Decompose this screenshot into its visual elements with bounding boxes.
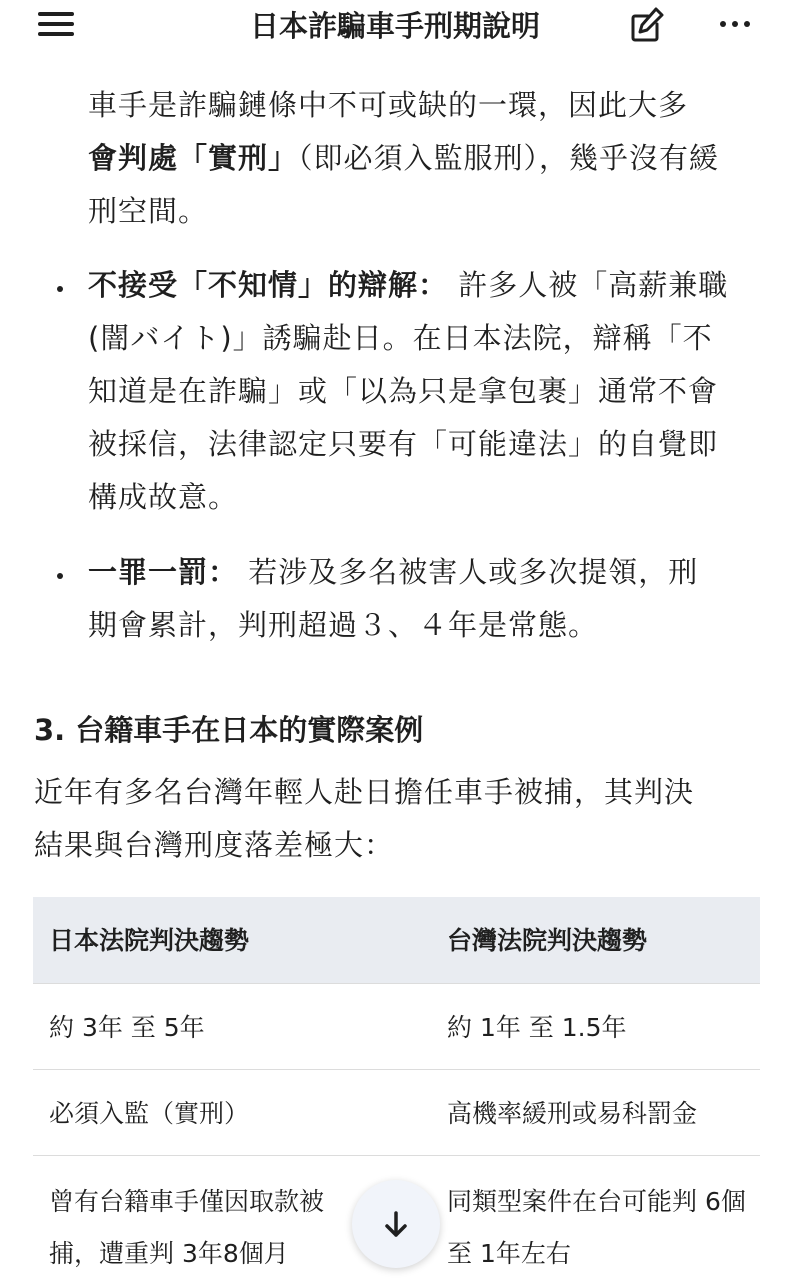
table-cell-taiwan-line-1: 同類型案件在台可能判 6個 [447, 1187, 746, 1216]
bullet-dot [57, 573, 63, 579]
bullet-1-heading: 不接受「不知情」的辯解： [88, 268, 449, 302]
section-3-heading: 3. 台籍車手在日本的實際案例 [34, 713, 424, 747]
table-cell-japan-line-2: 捕，遭重判 3年8個月 [49, 1239, 289, 1268]
table-cell-japan: 必須入監（實刑） [49, 1099, 250, 1128]
bullet-2-line-1 [88, 546, 698, 599]
bullet-2-line-2: 期會累計，判刑超過３、４年是常態。 [88, 608, 599, 642]
table-cell-taiwan: 約 1年 至 1.5年 [447, 1013, 627, 1042]
table-header-taiwan: 台灣法院判決趨勢 [447, 926, 648, 955]
table-cell-taiwan: 高機率緩刑或易科罰金 [447, 1099, 698, 1128]
bullet-1-line-2: (闇バイト)」誘騙赴日。在日本法院，辯稱「不 [88, 321, 713, 355]
page-title: 日本詐騙車手刑期說明 [249, 9, 540, 43]
bullet-dot [57, 286, 63, 292]
edit-icon[interactable] [627, 5, 667, 45]
intro-line-1: 車手是詐騙鏈條中不可或缺的一環，因此大多 [88, 88, 689, 122]
top-bar [0, 0, 792, 52]
table-cell-japan: 約 3年 至 5年 [49, 1013, 205, 1042]
scroll-down-button[interactable] [352, 1180, 440, 1268]
table-header-row [33, 897, 760, 983]
section-3-para-line-1: 近年有多名台灣年輕人赴日擔任車手被捕，其判決 [34, 775, 695, 809]
more-options-icon[interactable] [715, 12, 755, 36]
bullet-1-line-1 [88, 259, 728, 312]
bullet-2-line-1-rest: 若涉及多名被害人或多次提領，刑 [238, 555, 699, 589]
hamburger-menu-icon[interactable] [36, 10, 76, 38]
bullet-1-line-4: 被採信，法律認定只要有「可能違法」的自覺即 [88, 427, 719, 461]
intro-bold-text: 會判處「實刑」 [88, 141, 299, 175]
section-3-para-line-2: 結果與台灣刑度落差極大： [34, 828, 395, 862]
table-row [33, 1069, 760, 1155]
bullet-1-line-1-rest: 許多人被「高薪兼職 [448, 268, 729, 302]
table-cell-japan-line-1: 曾有台籍車手僅因取款被 [49, 1187, 325, 1216]
table-row [33, 983, 760, 1069]
table-header-japan: 日本法院判決趨勢 [49, 926, 250, 955]
bullet-2-heading: 一罪一罰： [88, 555, 239, 589]
arrow-down-icon [352, 1180, 440, 1268]
table-cell-taiwan-line-2: 至 1年左右 [447, 1239, 571, 1268]
intro-line-3: 刑空間。 [88, 194, 209, 228]
bullet-1-line-3: 知道是在詐騙」或「以為只是拿包裹」通常不會 [88, 374, 719, 408]
bullet-1-line-5: 構成故意。 [88, 480, 239, 514]
intro-line-2-rest: （即必須入監服刑），幾乎沒有緩 [298, 141, 720, 175]
intro-line-2 [88, 132, 719, 185]
